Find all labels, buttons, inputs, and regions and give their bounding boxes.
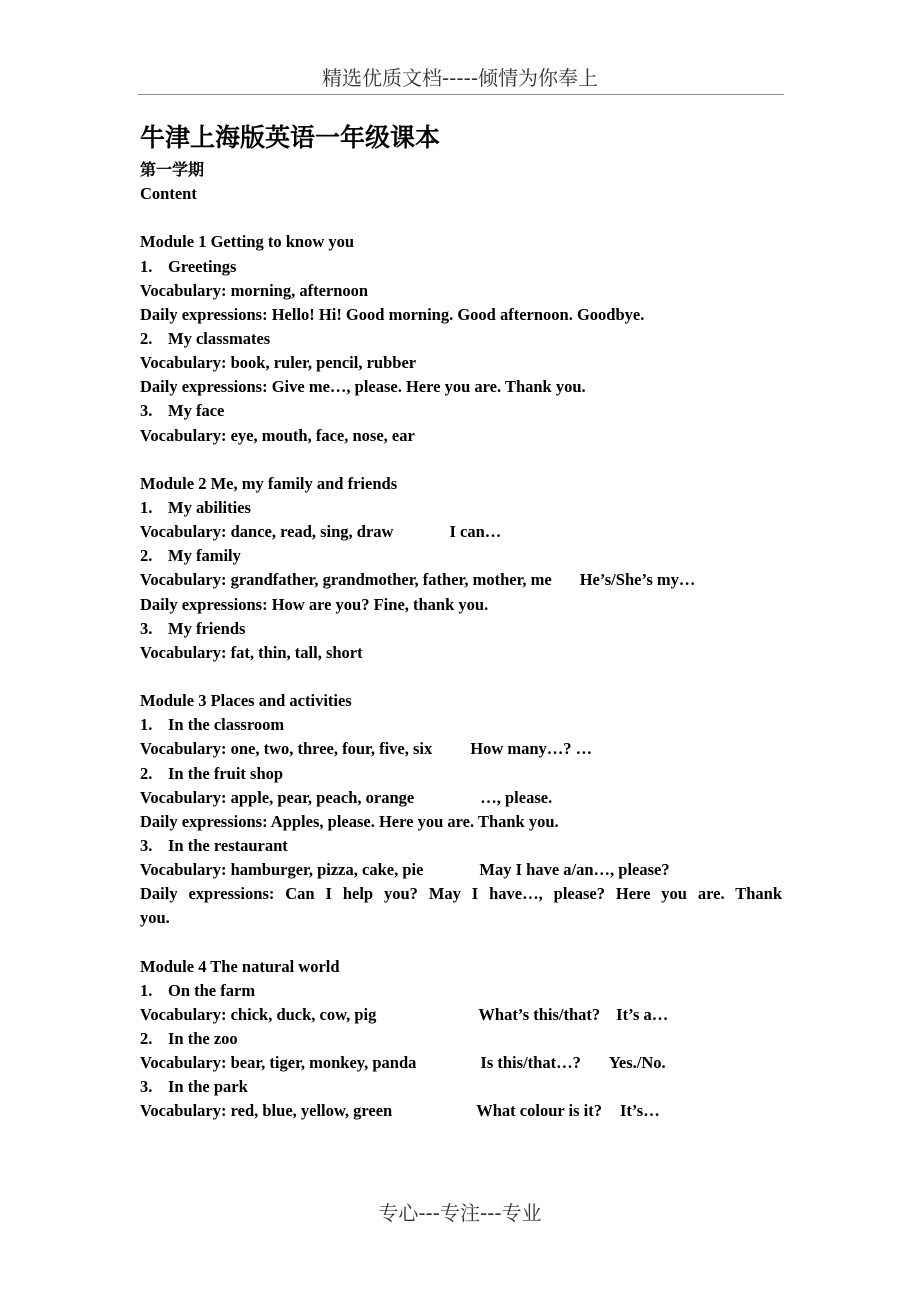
- vocabulary-line: [140, 1003, 782, 1027]
- vocabulary-line: Vocabulary: eye, mouth, face, nose, ear: [140, 425, 415, 445]
- unit-number: 1.: [140, 497, 153, 517]
- vocabulary-line: [140, 1051, 782, 1075]
- unit-heading: [140, 544, 782, 568]
- unit-heading: [140, 617, 782, 641]
- vocabulary-text: Vocabulary: one, two, three, four, five, six: [140, 739, 433, 759]
- sentence-pattern-answer: It’s…: [620, 1101, 660, 1121]
- unit-title: My classmates: [168, 328, 271, 348]
- unit-heading: [140, 1075, 782, 1099]
- daily-expressions-line: Daily expressions: How are you? Fine, thank you.: [140, 594, 489, 614]
- vocabulary-line: [140, 520, 782, 544]
- unit-heading: [140, 399, 782, 423]
- unit-number: 2.: [140, 763, 153, 783]
- unit-title: My face: [168, 401, 225, 421]
- sentence-pattern: He’s/She’s my…: [579, 570, 696, 590]
- vocabulary-line: Vocabulary: book, ruler, pencil, rubber: [140, 353, 417, 373]
- page-header: 精选优质文档-----倾情为你奉上: [321, 66, 599, 90]
- unit-heading: [140, 255, 782, 279]
- unit-title: In the fruit shop: [168, 763, 284, 783]
- daily-expressions-continuation: you.: [140, 908, 170, 928]
- unit-title: My abilities: [168, 497, 251, 517]
- unit-title: In the restaurant: [168, 835, 288, 855]
- unit-heading: [140, 762, 782, 786]
- vocabulary-text: Vocabulary: hamburger, pizza, cake, pie: [140, 860, 424, 880]
- unit-heading: [140, 327, 782, 351]
- sentence-pattern-answer: It’s a…: [616, 1004, 669, 1024]
- unit-number: 3.: [140, 618, 153, 638]
- unit-number: 3.: [140, 835, 153, 855]
- sentence-pattern: I can…: [449, 522, 502, 542]
- module-4-title: Module 4 The natural world: [140, 956, 340, 976]
- vocabulary-line: [140, 1099, 782, 1123]
- daily-expressions-line: Daily expressions: Apples, please. Here you are. Thank you.: [140, 811, 559, 831]
- unit-number: 3.: [140, 401, 153, 421]
- unit-number: 2.: [140, 546, 153, 566]
- vocabulary-text: Vocabulary: chick, duck, cow, pig: [140, 1004, 377, 1024]
- unit-heading: [140, 713, 782, 737]
- vocabulary-text: Vocabulary: apple, pear, peach, orange: [140, 787, 415, 807]
- vocabulary-line: [140, 786, 782, 810]
- vocabulary-line: Vocabulary: morning, afternoon: [140, 280, 369, 300]
- sentence-pattern: May I have a/an…, please?: [479, 860, 670, 880]
- unit-number: 2.: [140, 328, 153, 348]
- module-2-title: Module 2 Me, my family and friends: [140, 473, 398, 493]
- unit-title: Greetings: [168, 256, 237, 276]
- vocabulary-text: Vocabulary: red, blue, yellow, green: [140, 1101, 393, 1121]
- unit-number: 2.: [140, 1029, 153, 1049]
- sentence-pattern: How many…? …: [470, 739, 593, 759]
- header-divider: [138, 94, 784, 95]
- sentence-pattern-question: What colour is it?: [476, 1101, 602, 1121]
- unit-number: 1.: [140, 256, 153, 276]
- document-title: 牛津上海版英语一年级课本: [140, 123, 441, 152]
- unit-heading: [140, 1027, 782, 1051]
- daily-expressions-line: Daily expressions: Hello! Hi! Good morning. Good afternoon. Goodbye.: [140, 304, 645, 324]
- sentence-pattern-answer: Yes./No.: [608, 1053, 666, 1073]
- vocabulary-text: Vocabulary: dance, read, sing, draw: [140, 522, 394, 542]
- unit-title: In the zoo: [168, 1029, 238, 1049]
- unit-number: 3.: [140, 1077, 153, 1097]
- sentence-pattern-question: Is this/that…?: [480, 1053, 581, 1073]
- semester-label: 第一学期: [140, 160, 205, 179]
- vocabulary-text: Vocabulary: grandfather, grandmother, father, mother, me: [140, 570, 552, 590]
- document-body: [140, 118, 782, 1124]
- unit-number: 1.: [140, 715, 153, 735]
- unit-title: My friends: [168, 618, 246, 638]
- vocabulary-line: [140, 568, 782, 592]
- vocabulary-text: Vocabulary: bear, tiger, monkey, panda: [140, 1053, 417, 1073]
- contents-label: Content: [140, 184, 197, 204]
- unit-title: On the farm: [168, 980, 256, 1000]
- module-1-title: Module 1 Getting to know you: [140, 232, 355, 252]
- unit-number: 1.: [140, 980, 153, 1000]
- unit-heading: [140, 496, 782, 520]
- page-footer: 专心---专注---专业: [378, 1201, 542, 1225]
- unit-title: In the park: [168, 1077, 248, 1097]
- unit-title: In the classroom: [168, 715, 285, 735]
- daily-expressions-line: Daily expressions: Can I help you? May I have…, please? Here you are. Thank: [140, 884, 782, 904]
- sentence-pattern-question: What’s this/that?: [478, 1004, 601, 1024]
- vocabulary-line: Vocabulary: fat, thin, tall, short: [140, 642, 363, 662]
- vocabulary-line: [140, 858, 782, 882]
- vocabulary-line: [140, 737, 782, 761]
- sentence-pattern: …, please.: [480, 787, 553, 807]
- module-3-title: Module 3 Places and activities: [140, 691, 352, 711]
- unit-heading: [140, 834, 782, 858]
- unit-title: My family: [168, 546, 241, 566]
- unit-heading: [140, 979, 782, 1003]
- daily-expressions-line: Daily expressions: Give me…, please. Here you are. Thank you.: [140, 377, 586, 397]
